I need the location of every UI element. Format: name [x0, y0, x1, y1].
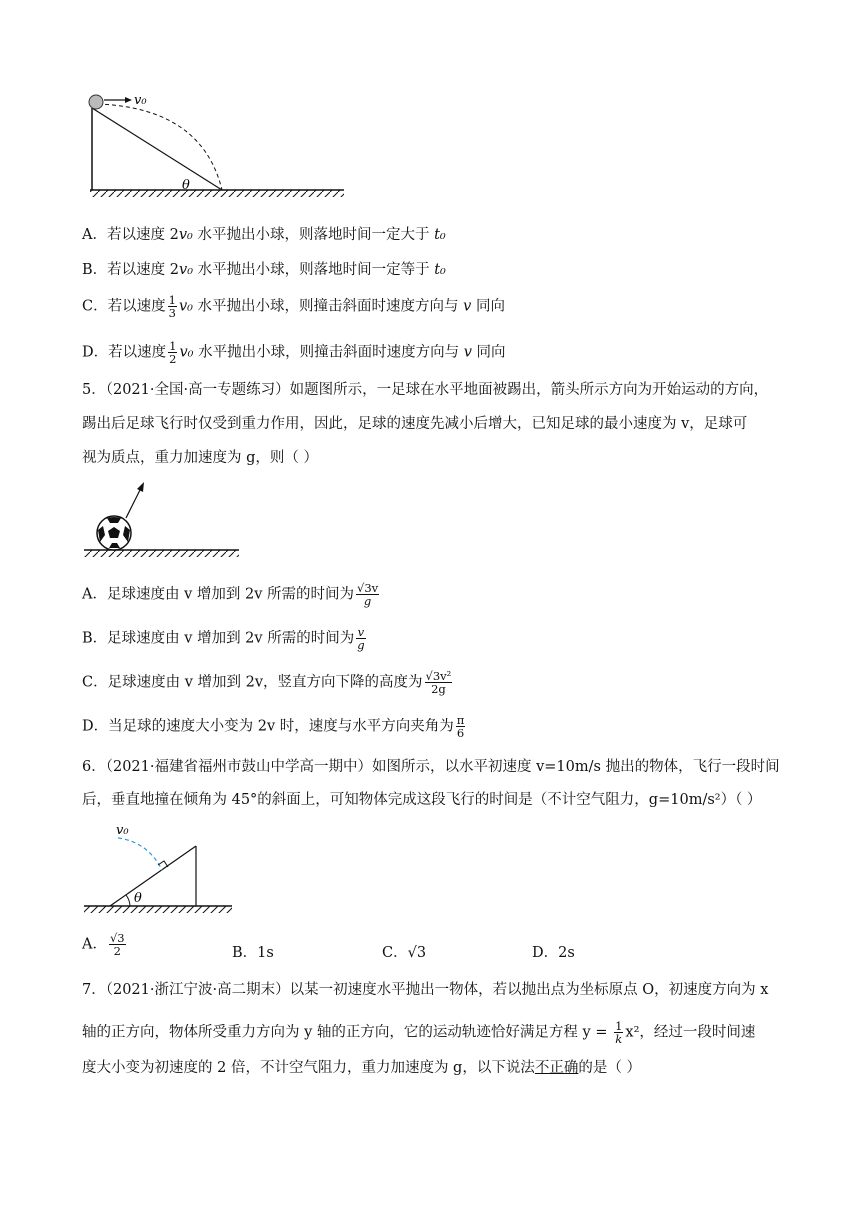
q5-option-d: D．当足球的速度大小变为 2v 时，速度与水平方向夹角为 $\frac{\pi}{6}$ [82, 713, 465, 740]
q7-stem-line1: 7．（2021·浙江宁波·高二期末）以某一初速度水平抛出一物体，若以抛出点为坐标原点 O，初速度方向为 x [82, 982, 769, 998]
fraction: $\frac{1}{3}$ [168, 293, 176, 320]
q5-option-a: A．足球速度由 v 增加到 2v 所需的时间为 $\frac{√3v}{g}$ [82, 581, 379, 608]
q5-option-c: C．足球速度由 v 增加到 2v，竖直方向下降的高度为 $\frac{\text{√3v²}}{2g}$ [82, 669, 452, 696]
incline-line [110, 846, 196, 906]
q6-stem-line2: 后，垂直地撞在倾角为 45°的斜面上，可知物体完成这段飞行的时间是（不计空气阻力，g=10m/s²）（ ） [82, 792, 762, 808]
ground-hatch [84, 550, 239, 557]
q7-stem-line2: 轴的正方向，物体所受重力方向为 y 轴的正方向，它的运动轨迹恰好满足方程 y = $\frac{1}{k}$ x²，经过一段时间速 [82, 1019, 756, 1046]
q5-stem-line3: 视为质点，重力加速度为 g，则（ ） [82, 450, 318, 466]
q4-option-c: C．若以速度 $\frac{1}{3}$ v₀ 水平抛出小球，则撞击斜面时速度方向与 v 同向 [82, 293, 505, 320]
q6-stem-line1: 6．（2021·福建省福州市鼓山中学高一期中）如图所示，以水平初速度 v=10m/s 抛出的物体，飞行一段时间 [82, 759, 780, 775]
theta-label: θ [182, 178, 190, 193]
incline-line [92, 108, 222, 190]
arrowhead [137, 482, 144, 492]
soccer-ball-figure [82, 480, 242, 560]
q7-stem-line3: 度大小变为初速度的 2 倍，不计空气阻力，重力加速度为 g，以下说法不正确的是（ ） [82, 1060, 641, 1076]
trajectory-dashed [98, 104, 222, 190]
q4-option-b: B．若以速度 2v₀ 水平抛出小球，则落地时间一定等于 t₀ [82, 262, 446, 278]
theta-label: θ [134, 891, 142, 906]
q4-option-a: A．若以速度 2v₀ 水平抛出小球，则落地时间一定大于 t₀ [82, 227, 446, 243]
q5-stem-line2: 踢出后足球飞行时仅受到重力作用，因此，足球的速度先减小后增大，已知足球的最小速度为 v，足球可 [82, 416, 748, 432]
q6-choice-b: B．1s [232, 945, 274, 961]
kick-direction-arrow [126, 486, 142, 518]
fraction: $\frac{1}{2}$ [169, 339, 177, 366]
q4-option-d: D．若以速度 $\frac{1}{2}$ v₀ 水平抛出小球，则撞击斜面时速度方向与 v 同向 [82, 339, 506, 366]
q5-stem-line1: 5．（2021·全国·高一专题练习）如题图所示，一足球在水平地面被踢出，箭头所示方向为开始运动的方向， [82, 382, 769, 398]
theta-arc [126, 895, 130, 906]
q6-choice-c: C．√3 [382, 945, 427, 961]
trajectory-dashed [118, 838, 162, 870]
ball [89, 95, 103, 109]
v0-arrowhead [125, 97, 132, 103]
incline-45-figure [82, 818, 242, 918]
q6-choice-a: A． $\frac{√3}{2}$ [82, 931, 125, 958]
v0-label: v₀ [134, 93, 147, 108]
v0-label: v₀ [116, 823, 129, 838]
q6-choice-d: D．2s [532, 945, 575, 961]
incline-projectile-figure [82, 88, 352, 198]
q5-option-b: B．足球速度由 v 增加到 2v 所需的时间为 $\frac{v}{g}$ [82, 625, 365, 652]
ground-hatch [84, 906, 232, 913]
ground-hatch [90, 190, 344, 197]
